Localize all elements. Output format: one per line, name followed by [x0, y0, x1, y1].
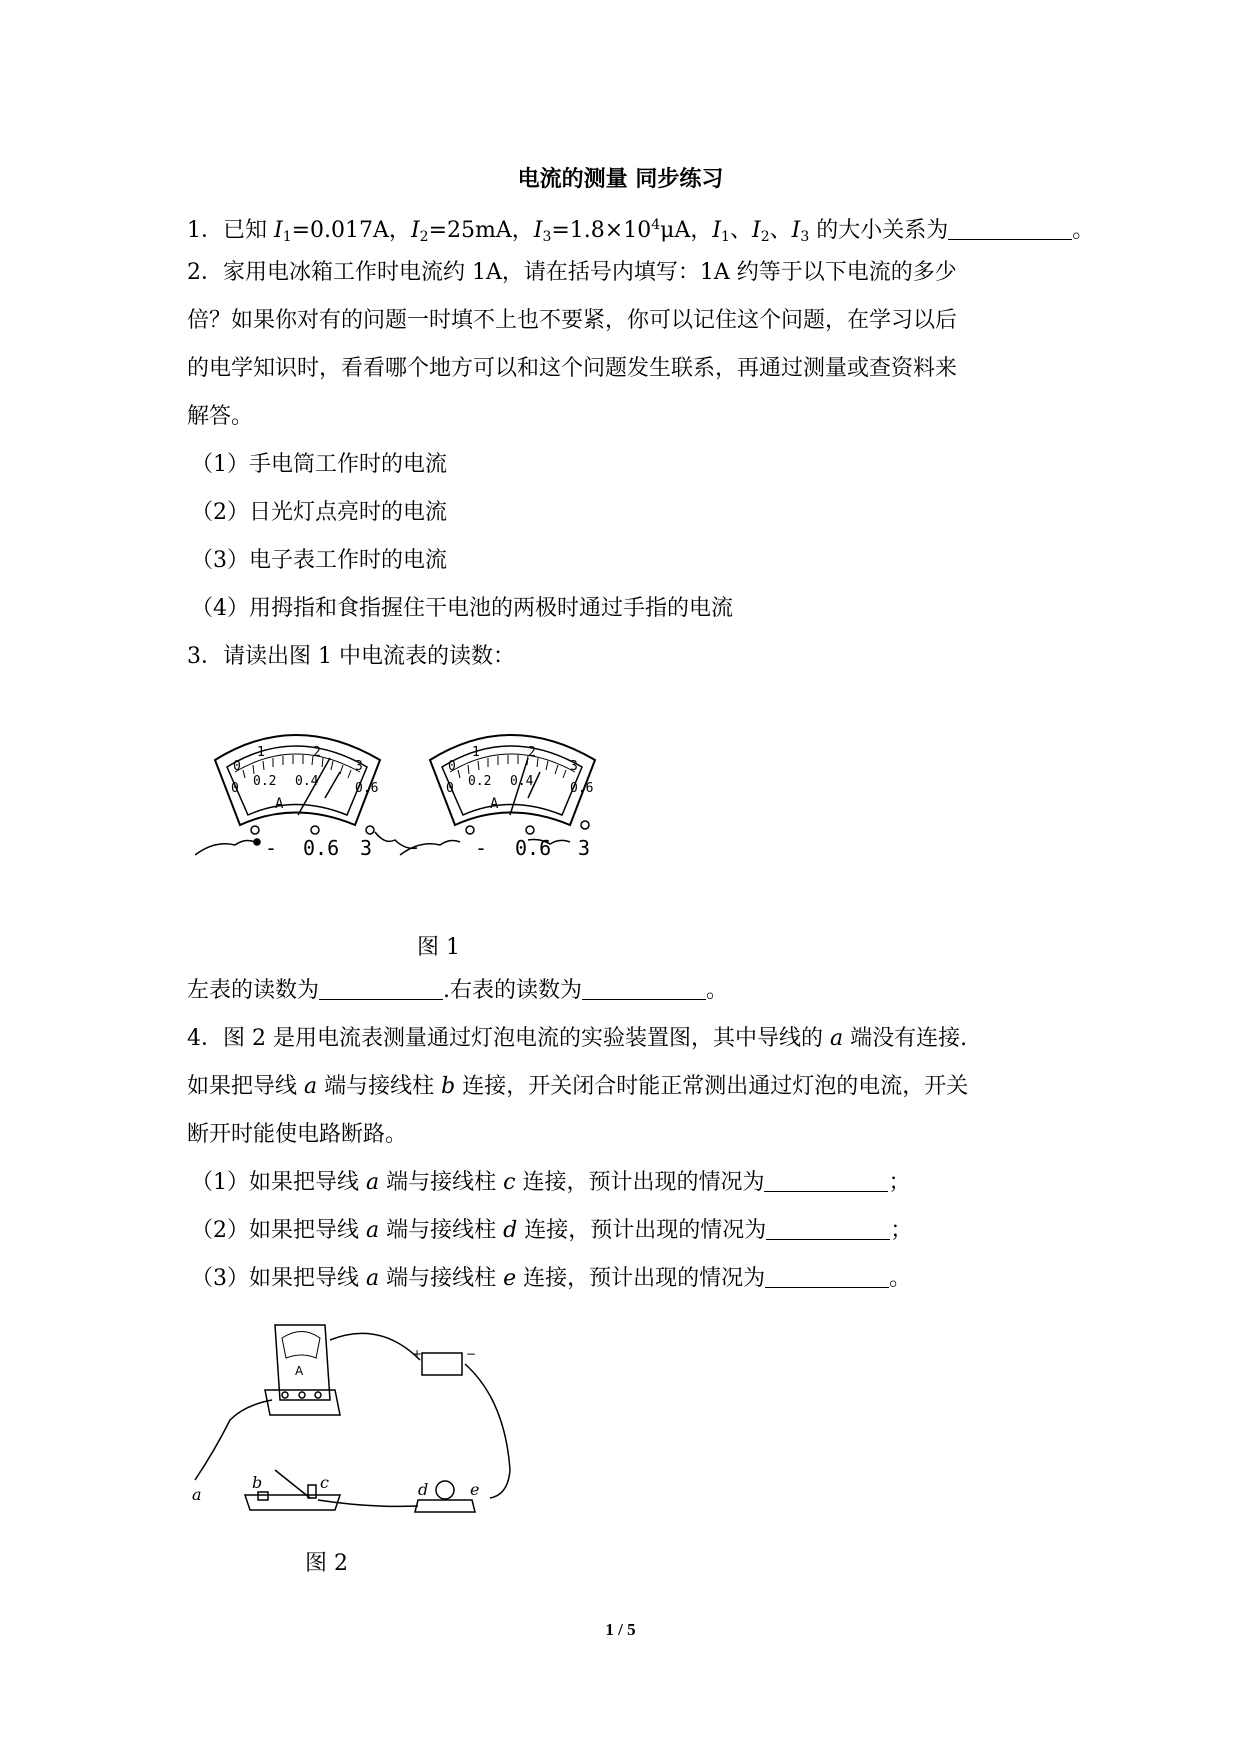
answer-blank-q4-1[interactable] — [764, 1169, 888, 1192]
svg-text:0: 0 — [231, 781, 239, 796]
figure-1-ammeters — [195, 720, 635, 860]
svg-text:0: 0 — [233, 759, 241, 774]
ammeter-body — [275, 1325, 330, 1400]
question-4-item: （1）如果把导线 a 端与接线柱 c 连接，预计出现的情况为 ； — [191, 1170, 911, 1195]
svg-text:0.6: 0.6 — [570, 781, 594, 796]
question-2-line-4: 解答。 — [187, 404, 254, 429]
svg-text:0.2: 0.2 — [253, 774, 277, 789]
question-2-item: （1）手电筒工作时的电流 — [191, 452, 447, 477]
question-2-item: （2）日光灯点亮时的电流 — [191, 500, 447, 525]
answer-blank-right-meter[interactable] — [582, 977, 706, 1000]
question-2-item: （4）用拇指和食指握住干电池的两极时通过手指的电流 — [191, 596, 733, 621]
question-2-line-1: 2．家用电冰箱工作时电流约 1A，请在括号内填写：1A 约等于以下电流的多少 — [187, 260, 957, 285]
svg-text:0: 0 — [448, 759, 456, 774]
figure-2-caption: 图 2 — [305, 1551, 348, 1576]
svg-text:1: 1 — [257, 745, 265, 760]
svg-text:−: − — [466, 1347, 477, 1361]
svg-text:1: 1 — [472, 745, 480, 760]
question-2-line-2: 倍？如果你对有的问题一时填不上也不要紧，你可以记住这个问题，在学习以后 — [187, 308, 958, 333]
svg-text:e: e — [470, 1480, 480, 1499]
svg-text:0.2: 0.2 — [468, 774, 492, 789]
figure-2-circuit — [190, 1320, 530, 1520]
answer-blank-q4-2[interactable] — [766, 1217, 890, 1240]
svg-text:3: 3 — [355, 759, 363, 774]
svg-text:c: c — [320, 1473, 329, 1492]
answer-blank-q4-3[interactable] — [765, 1265, 889, 1288]
answer-blank-q1[interactable] — [948, 217, 1072, 240]
svg-text:-: - — [475, 836, 488, 860]
switch — [245, 1495, 340, 1510]
svg-text:-: - — [265, 836, 278, 860]
figure-1-caption: 图 1 — [417, 935, 460, 960]
svg-text:A: A — [490, 796, 499, 812]
svg-text:3: 3 — [570, 759, 578, 774]
lamp-bulb — [436, 1481, 454, 1499]
question-1: 1．已知 $I_1=0.017A$，$I_2=25mA$，$I_3=1.8\times 10^4\mu A$，$I_1$、$I_2$、$I_3$ 的大小关系为 。 — [187, 217, 1095, 245]
svg-text:a: a — [192, 1485, 202, 1504]
svg-text:0.6: 0.6 — [515, 836, 552, 860]
question-4-item: （2）如果把导线 a 端与接线柱 d 连接，预计出现的情况为 ； — [191, 1218, 913, 1243]
lamp-holder — [415, 1500, 475, 1512]
svg-text:A: A — [295, 1364, 304, 1378]
question-4-line-1: 4．图 2 是用电流表测量通过灯泡电流的实验装置图，其中导线的 a 端没有连接. — [187, 1026, 968, 1051]
question-2-item: （3）电子表工作时的电流 — [191, 548, 447, 573]
svg-text:+: + — [412, 1347, 423, 1361]
question-4-line-3: 断开时能使电路断路。 — [187, 1122, 408, 1147]
svg-text:3: 3 — [578, 836, 591, 860]
svg-text:0: 0 — [446, 781, 454, 796]
battery — [422, 1353, 462, 1375]
svg-text:A: A — [275, 796, 284, 812]
svg-text:0.6: 0.6 — [303, 836, 340, 860]
svg-text:3: 3 — [360, 836, 373, 860]
svg-text:0.4: 0.4 — [295, 774, 319, 789]
question-3-prompt: 3．请读出图 1 中电流表的读数： — [187, 644, 515, 669]
question-4-item: （3）如果把导线 a 端与接线柱 e 连接，预计出现的情况为 。 — [191, 1266, 912, 1291]
svg-text:d: d — [418, 1480, 429, 1499]
question-2-line-3: 的电学知识时，看看哪个地方可以和这个问题发生联系，再通过测量或查资料来 — [187, 356, 958, 381]
svg-text:2: 2 — [528, 745, 536, 760]
svg-text:2: 2 — [313, 745, 321, 760]
page-title: 电流的测量 同步练习 — [517, 166, 724, 192]
svg-text:0.4: 0.4 — [510, 774, 534, 789]
page-number: 1 / 5 — [605, 1620, 636, 1639]
svg-text:0.6: 0.6 — [355, 781, 379, 796]
question-3-answer: 左表的读数为 .右表的读数为 。 — [187, 978, 729, 1003]
answer-blank-left-meter[interactable] — [319, 977, 443, 1000]
svg-text:b: b — [252, 1473, 263, 1492]
question-4-line-2: 如果把导线 a 端与接线柱 b 连接，开关闭合时能正常测出通过灯泡的电流，开关 — [187, 1074, 969, 1099]
